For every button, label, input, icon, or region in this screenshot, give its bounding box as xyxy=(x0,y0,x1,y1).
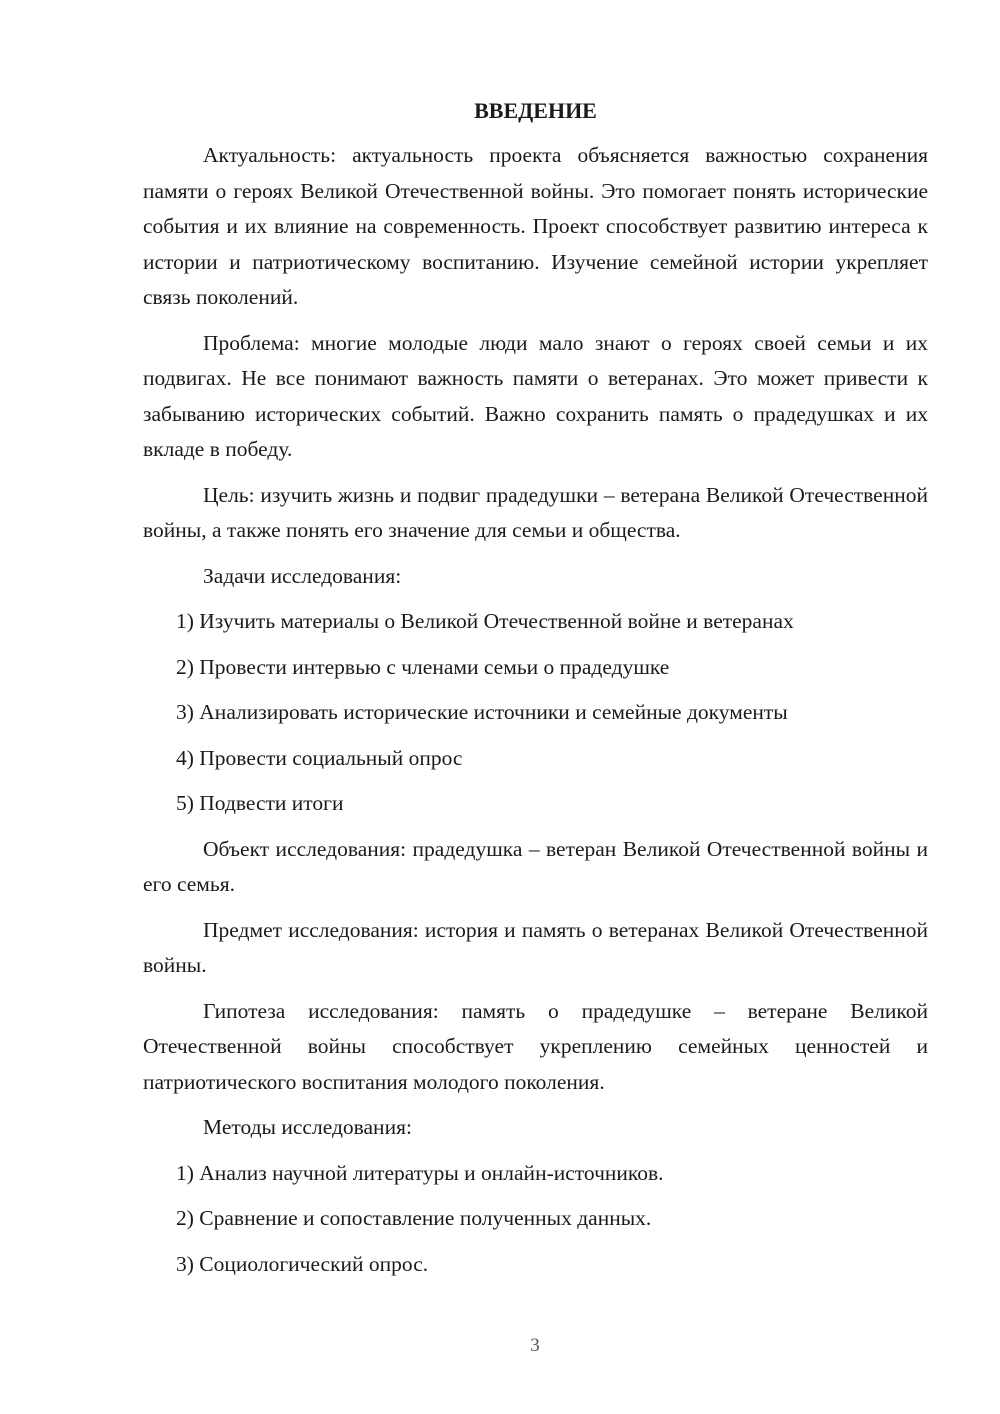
page-title: ВВЕДЕНИЕ xyxy=(474,98,597,123)
list-item: 3) Анализировать исторические источники и семейные документы xyxy=(176,700,788,724)
list-item: 2) Сравнение и сопоставление полученных данных. xyxy=(176,1206,652,1230)
methods-list xyxy=(143,1156,928,1283)
relevance-paragraph: Актуальность: актуальность проекта объясняется важностью сохранения памяти о героях Великой Отечественной войны. Это помогает понять исторические события и их влияние на современность. Проект способствует развитию интереса к истории и патриотическому воспитанию. Изучение семейной истории укрепляет связь поколений. xyxy=(143,143,928,309)
list-item: 2) Провести интервью с членами семьи о прадедушке xyxy=(176,654,670,679)
list-item: 3) Социологический опрос. xyxy=(176,1251,429,1276)
subject-paragraph: Предмет исследования: история и память о ветеранах Великой Отечественной войны. xyxy=(143,917,928,977)
problem-paragraph: Проблема: многие молодые люди мало знают о героях своей семьи и их подвигах. Не все понимают важность памяти о ветеранах. Это может привести к забыванию исторических событий. Важно сохранить память о прадедушках и их вкладе в победу. xyxy=(143,330,928,461)
object-paragraph: Объект исследования: прадедушка – ветеран Великой Отечественной войны и его семья. xyxy=(143,836,928,896)
methods-heading: Методы исследования: xyxy=(203,1115,412,1139)
goal-paragraph: Цель: изучить жизнь и подвиг прадедушки – ветерана Великой Отечественной войны, а также понять его значение для семьи и общества. xyxy=(143,482,928,542)
list-item: 1) Анализ научной литературы и онлайн-источников. xyxy=(176,1160,664,1185)
list-item: 4) Провести социальный опрос xyxy=(176,745,463,770)
tasks-heading: Задачи исследования: xyxy=(203,563,402,588)
tasks-list xyxy=(143,604,928,822)
hypothesis-paragraph: Гипотеза исследования: память о прадедушке – ветеране Великой Отечественной войны способствует укреплению семейных ценностей и патриотического воспитания молодого поколения. xyxy=(143,998,928,1094)
list-item: 1) Изучить материалы о Великой Отечественной войне и ветеранах xyxy=(176,609,794,633)
document-page xyxy=(143,94,928,1292)
page-number: 3 xyxy=(530,1335,540,1356)
list-item: 5) Подвести итоги xyxy=(176,791,344,815)
